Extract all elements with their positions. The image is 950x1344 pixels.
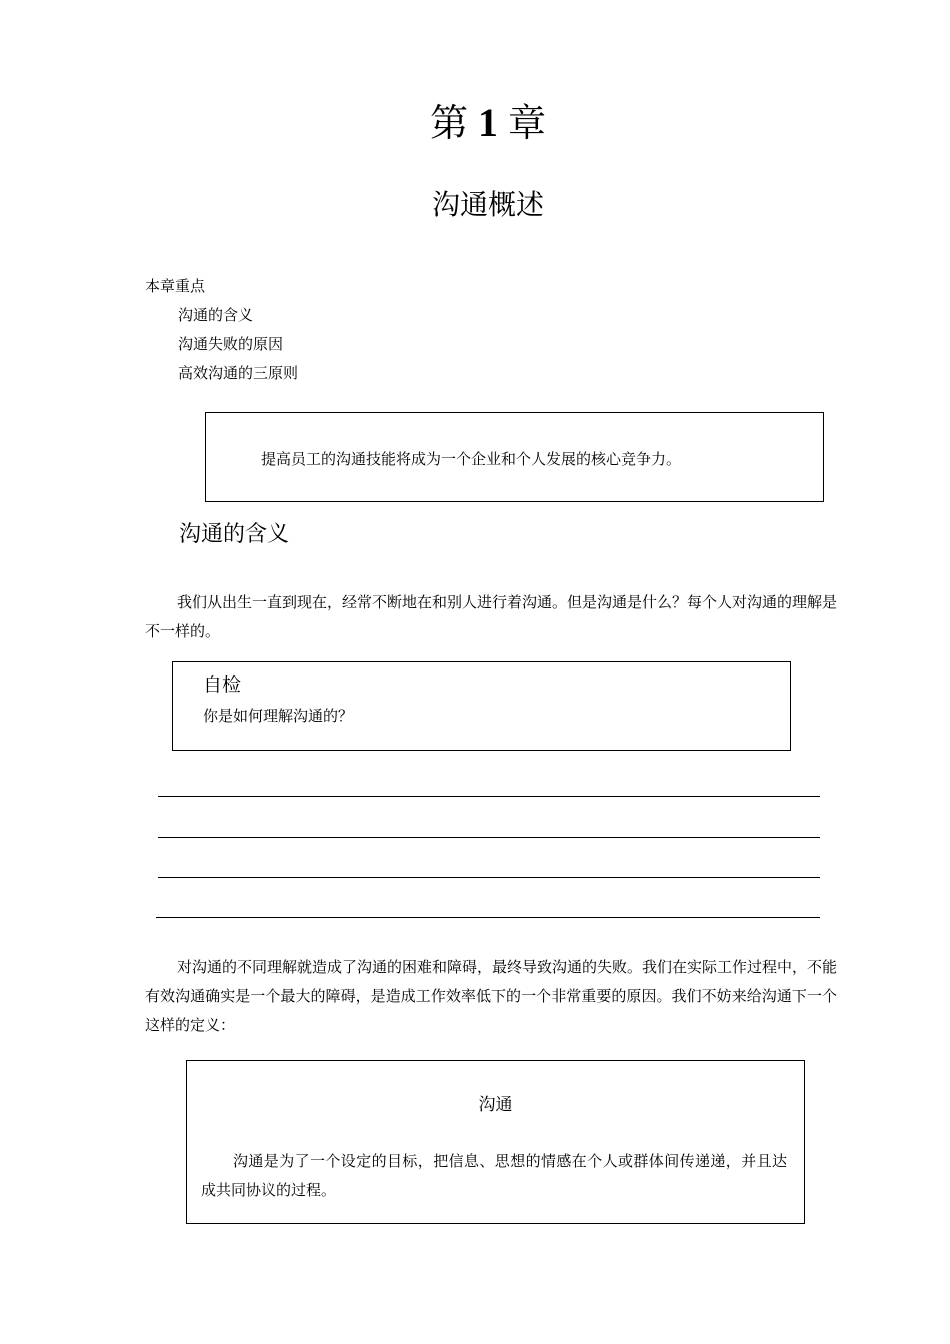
answer-line[interactable] xyxy=(158,796,820,797)
chapter-suffix: 章 xyxy=(508,101,547,145)
chapter-prefix: 第 xyxy=(429,101,468,145)
paragraph: 我们从出生一直到现在，经常不断地在和别人进行着沟通。但是沟通是什么？每个人对沟通的理解是不一样的。 xyxy=(145,593,838,640)
key-point-item: 沟通的含义 xyxy=(178,306,254,324)
quote-box xyxy=(205,412,824,502)
self-check-title: 自检 xyxy=(203,674,242,696)
definition-text: 沟通是为了一个设定的目标，把信息、思想的情感在个人或群体间传递递，并且达成共同协议的过程。 xyxy=(201,1152,787,1199)
section-heading: 沟通的含义 xyxy=(179,522,290,547)
chapter-subtitle: 沟通概述 xyxy=(431,188,544,221)
quote-text: 提高员工的沟通技能将成为一个企业和个人发展的核心竞争力。 xyxy=(261,450,682,468)
chapter-title xyxy=(0,98,950,148)
key-points-heading: 本章重点 xyxy=(145,277,206,295)
chapter-number: 1 xyxy=(478,100,498,145)
definition-box xyxy=(186,1060,805,1224)
paragraph: 对沟通的不同理解就造成了沟通的困难和障碍，最终导致沟通的失败。我们在实际工作过程中，不能有效沟通确实是一个最大的障碍，是造成工作效率低下的一个非常重要的原因。我们不妨来给沟通下一个这样的定义： xyxy=(145,958,838,1034)
self-check-box xyxy=(172,661,791,751)
answer-line[interactable] xyxy=(158,877,820,878)
key-point-item: 高效沟通的三原则 xyxy=(178,364,299,382)
answer-line[interactable] xyxy=(156,917,820,918)
key-point-item: 沟通失败的原因 xyxy=(178,335,284,353)
self-check-question: 你是如何理解沟通的？ xyxy=(203,707,354,725)
definition-term: 沟通 xyxy=(478,1095,513,1115)
answer-line[interactable] xyxy=(158,837,820,838)
